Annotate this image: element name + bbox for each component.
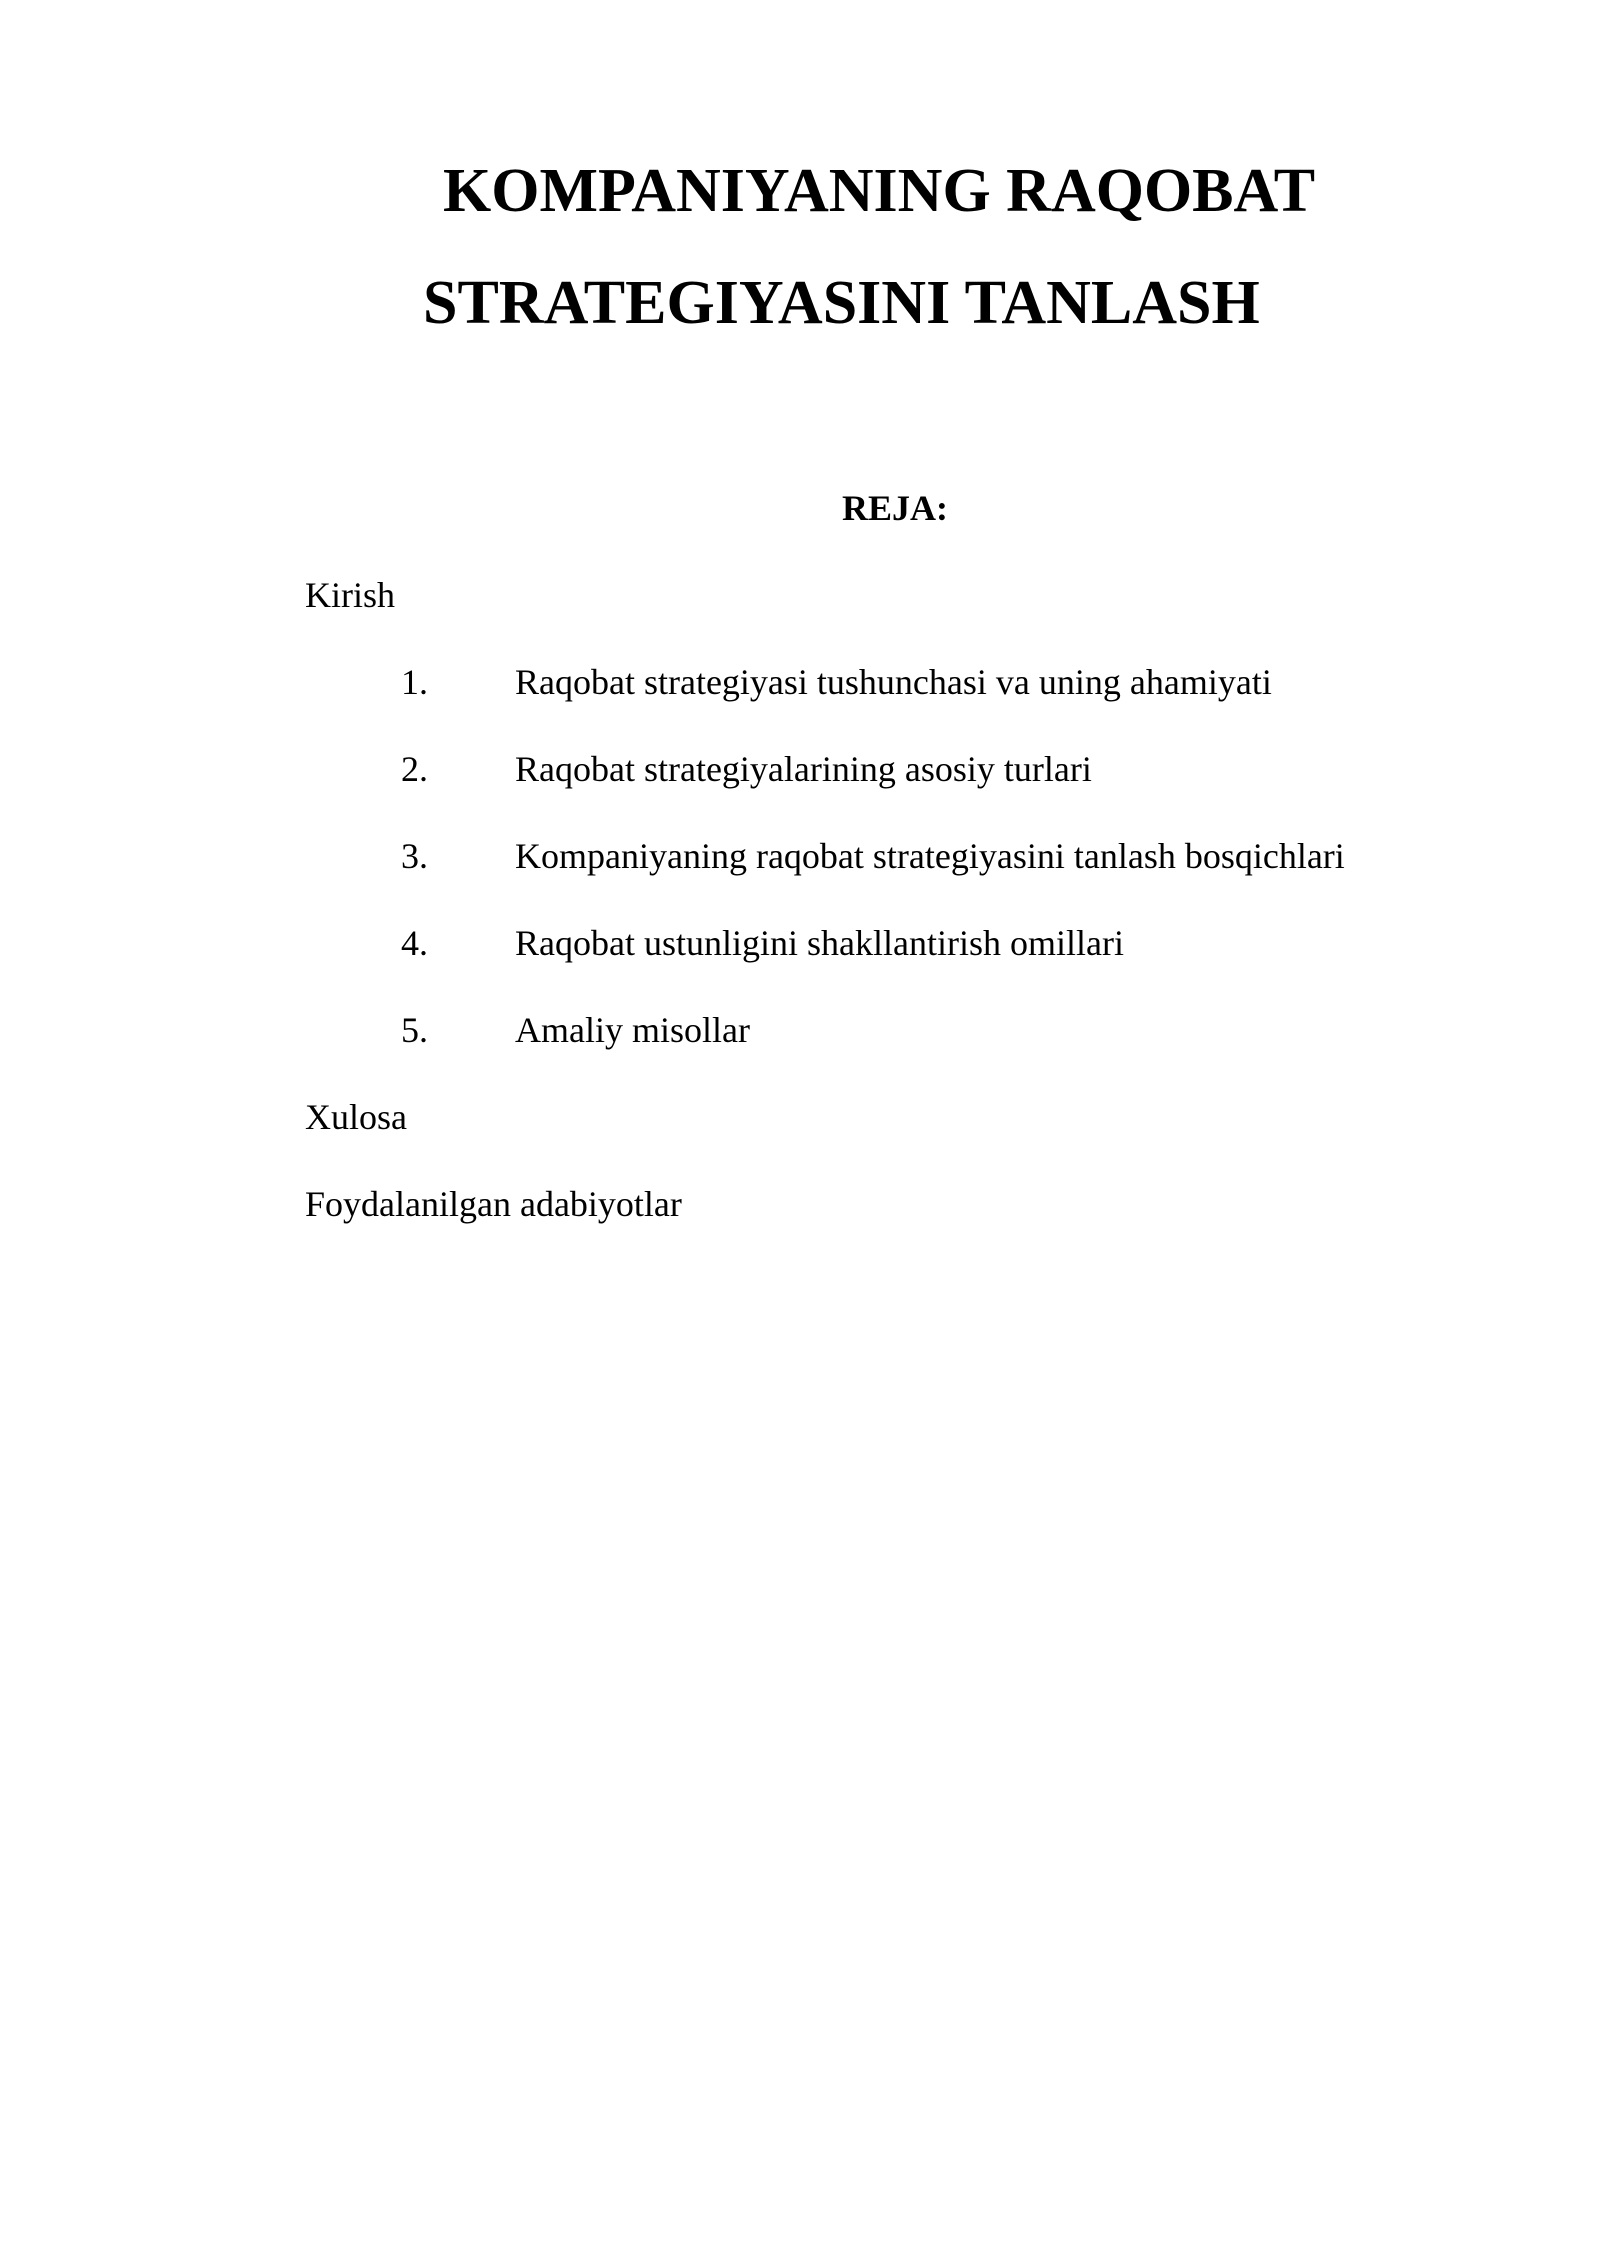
plan-intro: Kirish [305,575,395,615]
list-item-number: 1. [401,662,428,702]
plan-conclusion: Xulosa [305,1097,407,1137]
list-item-text: Amaliy misollar [515,1010,750,1050]
list-item-number: 2. [401,749,428,789]
plan-heading: REJA: [842,488,948,528]
document-title-line-2: STRATEGIYASINI TANLASH [423,269,1260,337]
list-item-number: 5. [401,1010,428,1050]
list-item-text: Raqobat strategiyalarining asosiy turlari [515,749,1092,789]
list-item-number: 3. [401,836,428,876]
list-item-text: Raqobat ustunligini shakllantirish omillari [515,923,1124,963]
list-item-text: Raqobat strategiyasi tushunchasi va uning ahamiyati [515,662,1272,702]
document-title-line-1: KOMPANIYANING RAQOBAT [443,157,1316,225]
list-item-text: Kompaniyaning raqobat strategiyasini tanlash bosqichlari [515,836,1345,876]
plan-references: Foydalanilgan adabiyotlar [305,1184,682,1224]
list-item-number: 4. [401,923,428,963]
